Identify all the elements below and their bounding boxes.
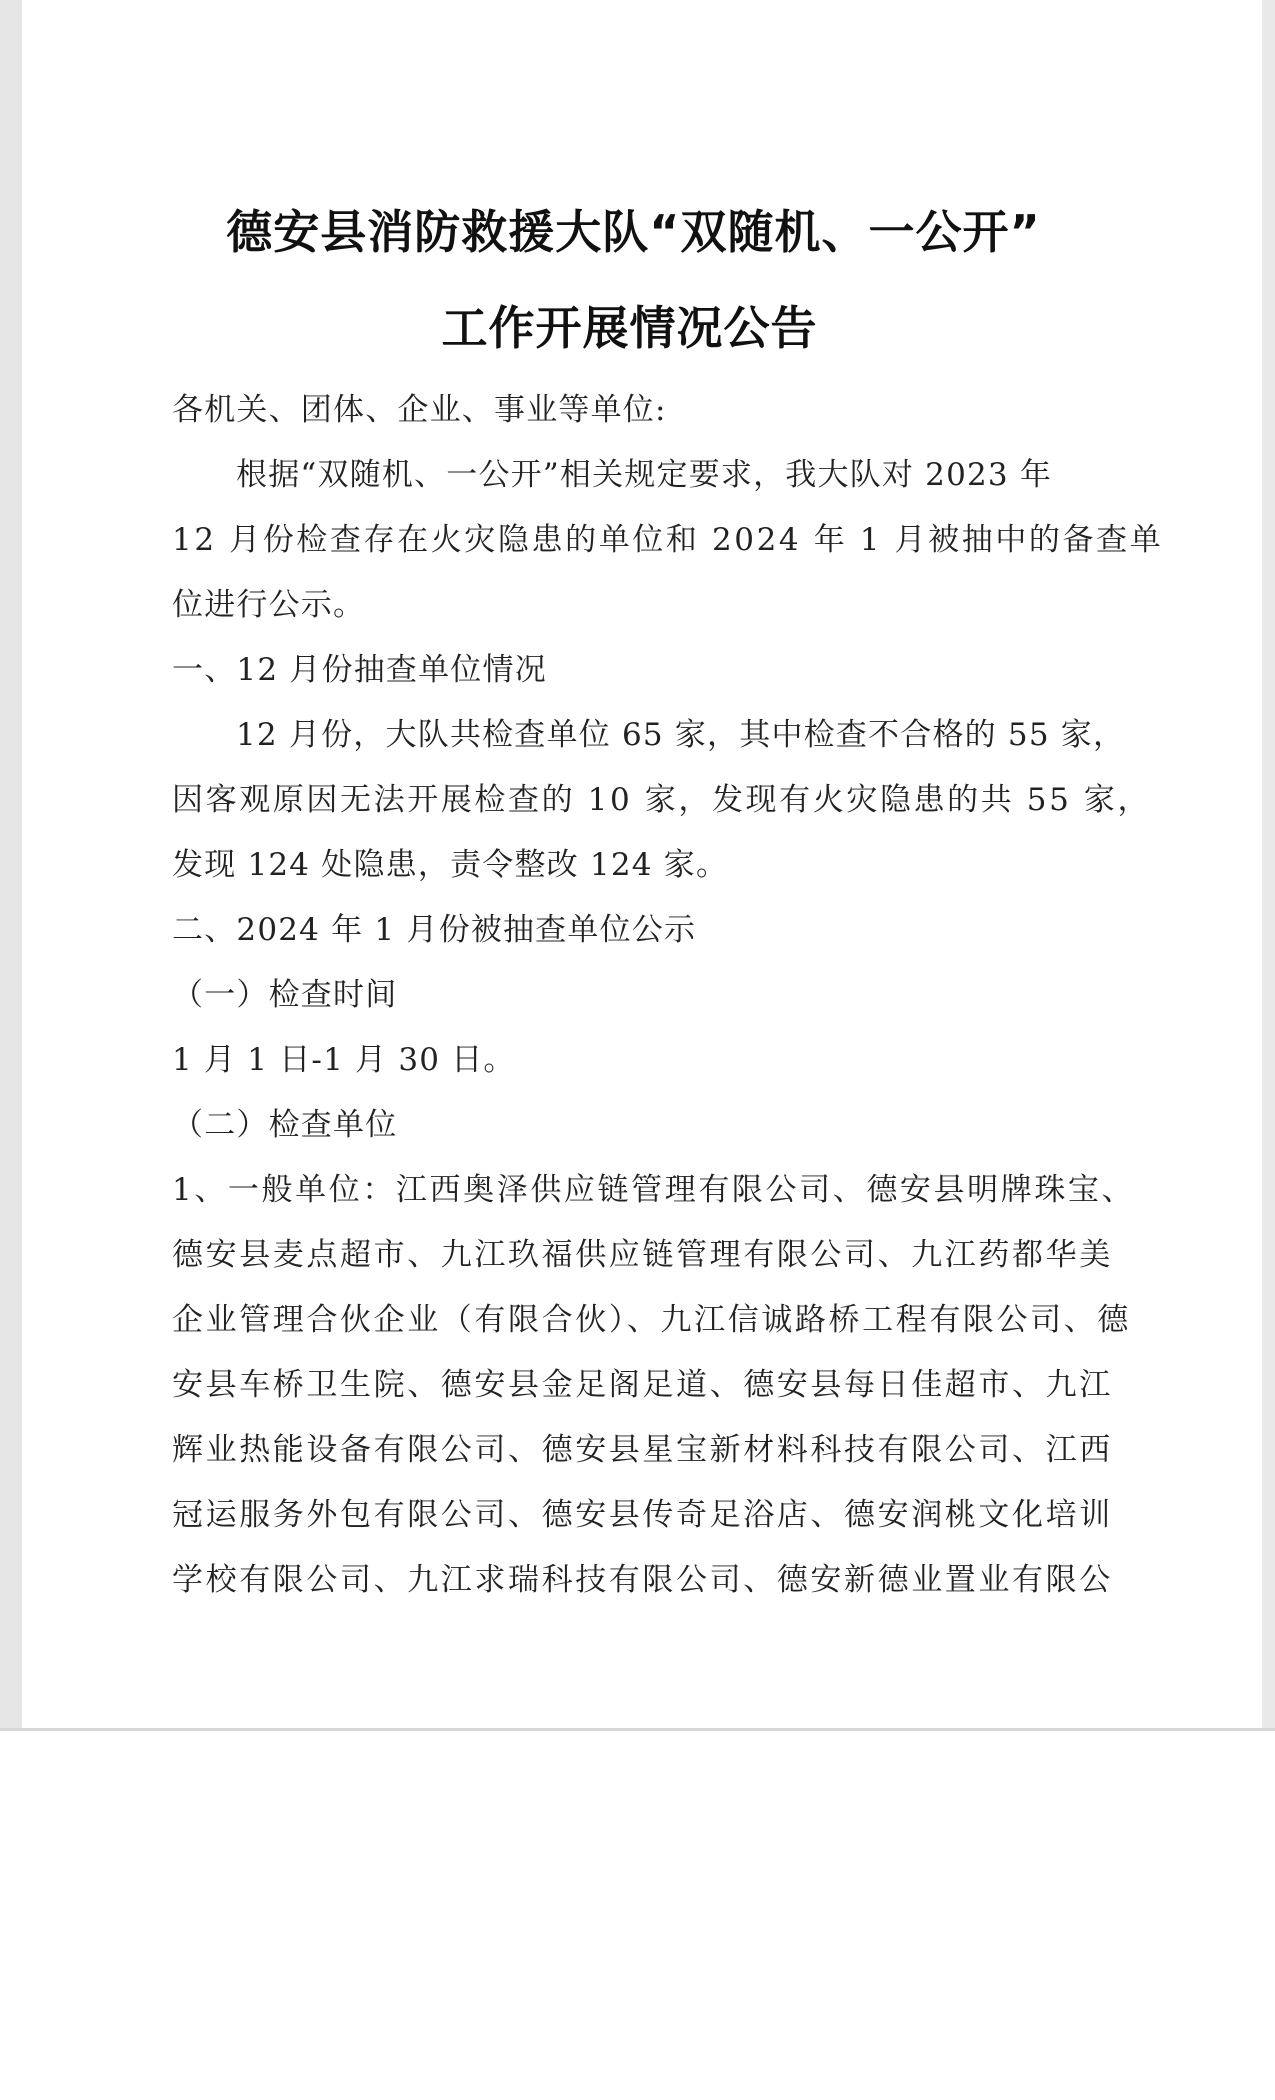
units-line-5: 辉业热能设备有限公司、德安县星宝新材料科技有限公司、江西 [172, 1432, 1113, 1468]
section-1-line-1: 12 月份，大队共检查单位 65 家，其中检查不合格的 55 家， [236, 717, 1126, 753]
section-1-line-3: 发现 124 处隐患，责令整改 124 家。 [172, 847, 729, 883]
units-line-4: 安县车桥卫生院、德安县金足阁足道、德安县每日佳超市、九江 [172, 1367, 1113, 1403]
salutation: 各机关、团体、企业、事业等单位: [172, 392, 667, 428]
section-1-heading: 一、12 月份抽查单位情况 [172, 652, 547, 688]
units-line-6: 冠运服务外包有限公司、德安县传奇足浴店、德安润桃文化培训 [172, 1497, 1113, 1533]
intro-line-2: 12 月份检查存在火灾隐患的单位和 2024 年 1 月被抽中的备查单 [172, 522, 1164, 558]
document-title-line-1: 德安县消防救援大队“双随机、一公开” [226, 205, 1041, 259]
intro-line-1: 根据“双随机、一公开”相关规定要求，我大队对 2023 年 [236, 457, 1053, 493]
section-1-line-2: 因客观原因无法开展检查的 10 家，发现有火灾隐患的共 55 家， [172, 782, 1152, 818]
units-line-7: 学校有限公司、九江求瑞科技有限公司、德安新德业置业有限公 [172, 1562, 1113, 1598]
subsection-2-heading: （二）检查单位 [172, 1107, 398, 1143]
units-line-1: 1、一般单位：江西奥泽供应链管理有限公司、德安县明牌珠宝、 [172, 1172, 1136, 1208]
document-title-line-2: 工作开展情况公告 [441, 301, 818, 355]
subsection-1-body: 1 月 1 日-1 月 30 日。 [172, 1042, 516, 1078]
intro-line-3: 位进行公示。 [172, 587, 366, 623]
units-line-2: 德安县麦点超市、九江玖福供应链管理有限公司、九江药都华美 [172, 1237, 1113, 1273]
subsection-1-heading: （一）检查时间 [172, 977, 398, 1013]
units-line-3: 企业管理合伙企业（有限合伙）、九江信诚路桥工程有限公司、德 [172, 1302, 1131, 1338]
section-2-heading: 二、2024 年 1 月份被抽查单位公示 [172, 912, 697, 948]
page-bottom-edge [0, 1728, 1275, 1731]
